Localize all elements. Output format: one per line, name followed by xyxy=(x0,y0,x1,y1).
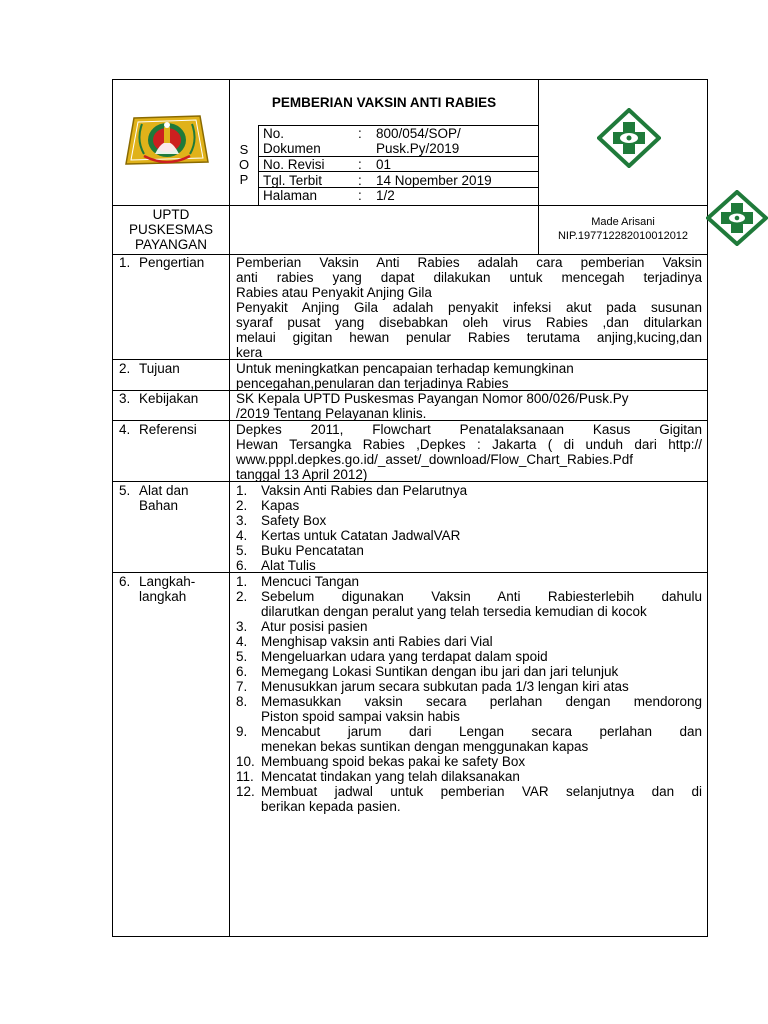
info-label-tgl-terbit: Tgl. Terbit xyxy=(263,173,323,188)
list-item: 9. Mencabut jarum dari Lengan secara perlahan dan menekan bekas suntikan dengan menggunakan kapas xyxy=(236,724,702,754)
list-item: 1. Vaksin Anti Rabies dan Pelarutnya xyxy=(236,483,468,498)
section-label-alat: Alat dan xyxy=(139,483,189,498)
section-number: 4. xyxy=(119,422,131,437)
tujuan-text xyxy=(236,361,702,391)
kebijakan-text xyxy=(236,391,702,421)
header-row-divider xyxy=(112,205,708,206)
list-item: 4. Menghisap vaksin anti Rabies dari Vial xyxy=(236,634,493,649)
langkah-list xyxy=(236,574,702,814)
text-line: SK Kepala UPTD Puskesmas Payangan Nomor 800/026/Pusk.Py xyxy=(236,391,629,406)
text-line: Rabies atau Penyakit Anjing Gila xyxy=(236,285,432,300)
info-label-no-dokumen: No. xyxy=(263,126,285,141)
info-label-no-dokumen: Dokumen xyxy=(263,141,321,156)
signer-name: Made Arisani xyxy=(591,216,655,228)
section-label-referensi: Referensi xyxy=(139,422,197,437)
section-number: 6. xyxy=(119,574,131,589)
list-item: 3. Safety Box xyxy=(236,513,327,528)
info-value-halaman: 1/2 xyxy=(376,188,395,203)
org-name: UPTD xyxy=(152,207,190,222)
section-label-langkah: Langkah- xyxy=(139,574,196,589)
info-separator: : xyxy=(358,126,362,141)
info-separator: : xyxy=(358,157,362,172)
info-value-no-dokumen: 800/054/SOP/ xyxy=(376,126,461,141)
section-number: 2. xyxy=(119,361,131,376)
document-title: PEMBERIAN VAKSIN ANTI RABIES xyxy=(271,95,497,110)
puskesmas-logo-small xyxy=(706,190,768,246)
list-item: 5. Mengeluarkan udara yang terdapat dalam spoid xyxy=(236,649,548,664)
section-label-langkah: langkah xyxy=(139,589,187,604)
info-separator: : xyxy=(358,188,362,203)
section-label-tujuan: Tujuan xyxy=(139,361,180,376)
info-value-no-revisi: 01 xyxy=(376,157,392,172)
section-number: 3. xyxy=(119,391,131,406)
info-label-no-revisi: No. Revisi xyxy=(263,157,325,172)
text-line: Pemberian Vaksin Anti Rabies adalah cara pemberian Vaksin xyxy=(236,255,702,270)
list-item: 2. Sebelum digunakan Vaksin Anti Rabiesterlebih dahulu dilarutkan dengan peralut yang telah tersedia kemudian di kocok xyxy=(236,589,702,619)
list-item: 8. Memasukkan vaksin secara perlahan dengan mendorong Piston spoid sampai vaksin habis xyxy=(236,694,702,724)
text-line: kera xyxy=(236,345,263,360)
list-item: 11. Mencatat tindakan yang telah dilaksanakan xyxy=(236,769,520,784)
org-name: PAYANGAN xyxy=(134,237,207,252)
list-item: 12. Membuat jadwal untuk pemberian VAR selanjutnya dan di berikan kepada pasien. xyxy=(236,784,702,814)
text-line: Untuk meningkatkan pencapaian terhadap kemungkinan xyxy=(236,361,574,376)
section-label-pengertian: Pengertian xyxy=(139,255,205,270)
table-border-bottom xyxy=(112,936,708,937)
info-label-halaman: Halaman xyxy=(263,188,318,203)
list-item: 2. Kapas xyxy=(236,498,300,513)
text-line: melaui gigitan hewan penular Rabies terutama anjing,kucing,dan xyxy=(236,330,702,345)
list-item: 3. Atur posisi pasien xyxy=(236,619,368,634)
text-line: Hewan Tersangka Rabies ,Depkes : Jakarta ( di unduh dari http:// xyxy=(236,437,702,452)
pengertian-text xyxy=(236,255,702,360)
text-line: anti rabies yang dapat dilakukan untuk mencegah terjadinya xyxy=(236,270,702,285)
list-item: 10. Membuang spoid bekas pakai ke safety Box xyxy=(236,754,526,769)
col-divider-left xyxy=(229,79,230,937)
text-line: syaraf pusat yang disebabkan oleh virus Rabies ,dan ditularkan xyxy=(236,315,702,330)
list-item: 6. Alat Tulis xyxy=(236,558,316,573)
text-line: Penyakit Anjing Gila adalah penyakit infeksi akut pada susunan xyxy=(236,300,702,315)
list-item: 4. Kertas untuk Catatan JadwalVAR xyxy=(236,528,461,543)
section-number: 1. xyxy=(119,255,131,270)
government-seal-logo xyxy=(124,110,210,170)
text-line: pencegahan,penularan dan terjadinya Rabies xyxy=(236,376,509,391)
text-line: tanggal 13 April 2012) xyxy=(236,467,368,482)
text-line: Depkes 2011, Flowchart Penatalaksanaan Kasus Gigitan xyxy=(236,422,702,437)
alat-list xyxy=(236,483,702,573)
signer-nip: NIP.197712282010012012 xyxy=(557,230,689,242)
list-item: 6. Memegang Lokasi Suntikan dengan ibu jari dan jari telunjuk xyxy=(236,664,619,679)
info-value-no-dokumen: Pusk.Py/2019 xyxy=(376,141,460,156)
info-separator: : xyxy=(358,173,362,188)
section-number: 5. xyxy=(119,483,131,498)
referensi-text xyxy=(236,422,702,482)
list-item: 1. Mencuci Tangan xyxy=(236,574,360,589)
puskesmas-logo xyxy=(597,108,661,168)
org-name: PUSKESMAS xyxy=(128,222,214,237)
section-label-kebijakan: Kebijakan xyxy=(139,391,199,406)
sop-letter: S xyxy=(239,142,249,157)
table-border-top xyxy=(112,79,708,80)
sop-letter: P xyxy=(239,172,249,187)
info-value-tgl-terbit: 14 Nopember 2019 xyxy=(376,173,492,188)
sop-letter: O xyxy=(238,157,250,172)
section-label-alat: Bahan xyxy=(139,498,179,513)
text-line: www.pppl.depkes.go.id/_asset/_download/Flow_Chart_Rabies.Pdf xyxy=(236,452,633,467)
list-item: 7. Menusukkan jarum secara subkutan pada 1/3 lengan kiri atas xyxy=(236,679,629,694)
info-block-left-border xyxy=(258,125,259,205)
text-line: /2019 Tentang Pelayanan klinis. xyxy=(236,406,427,421)
list-item: 5. Buku Pencatatan xyxy=(236,543,364,558)
